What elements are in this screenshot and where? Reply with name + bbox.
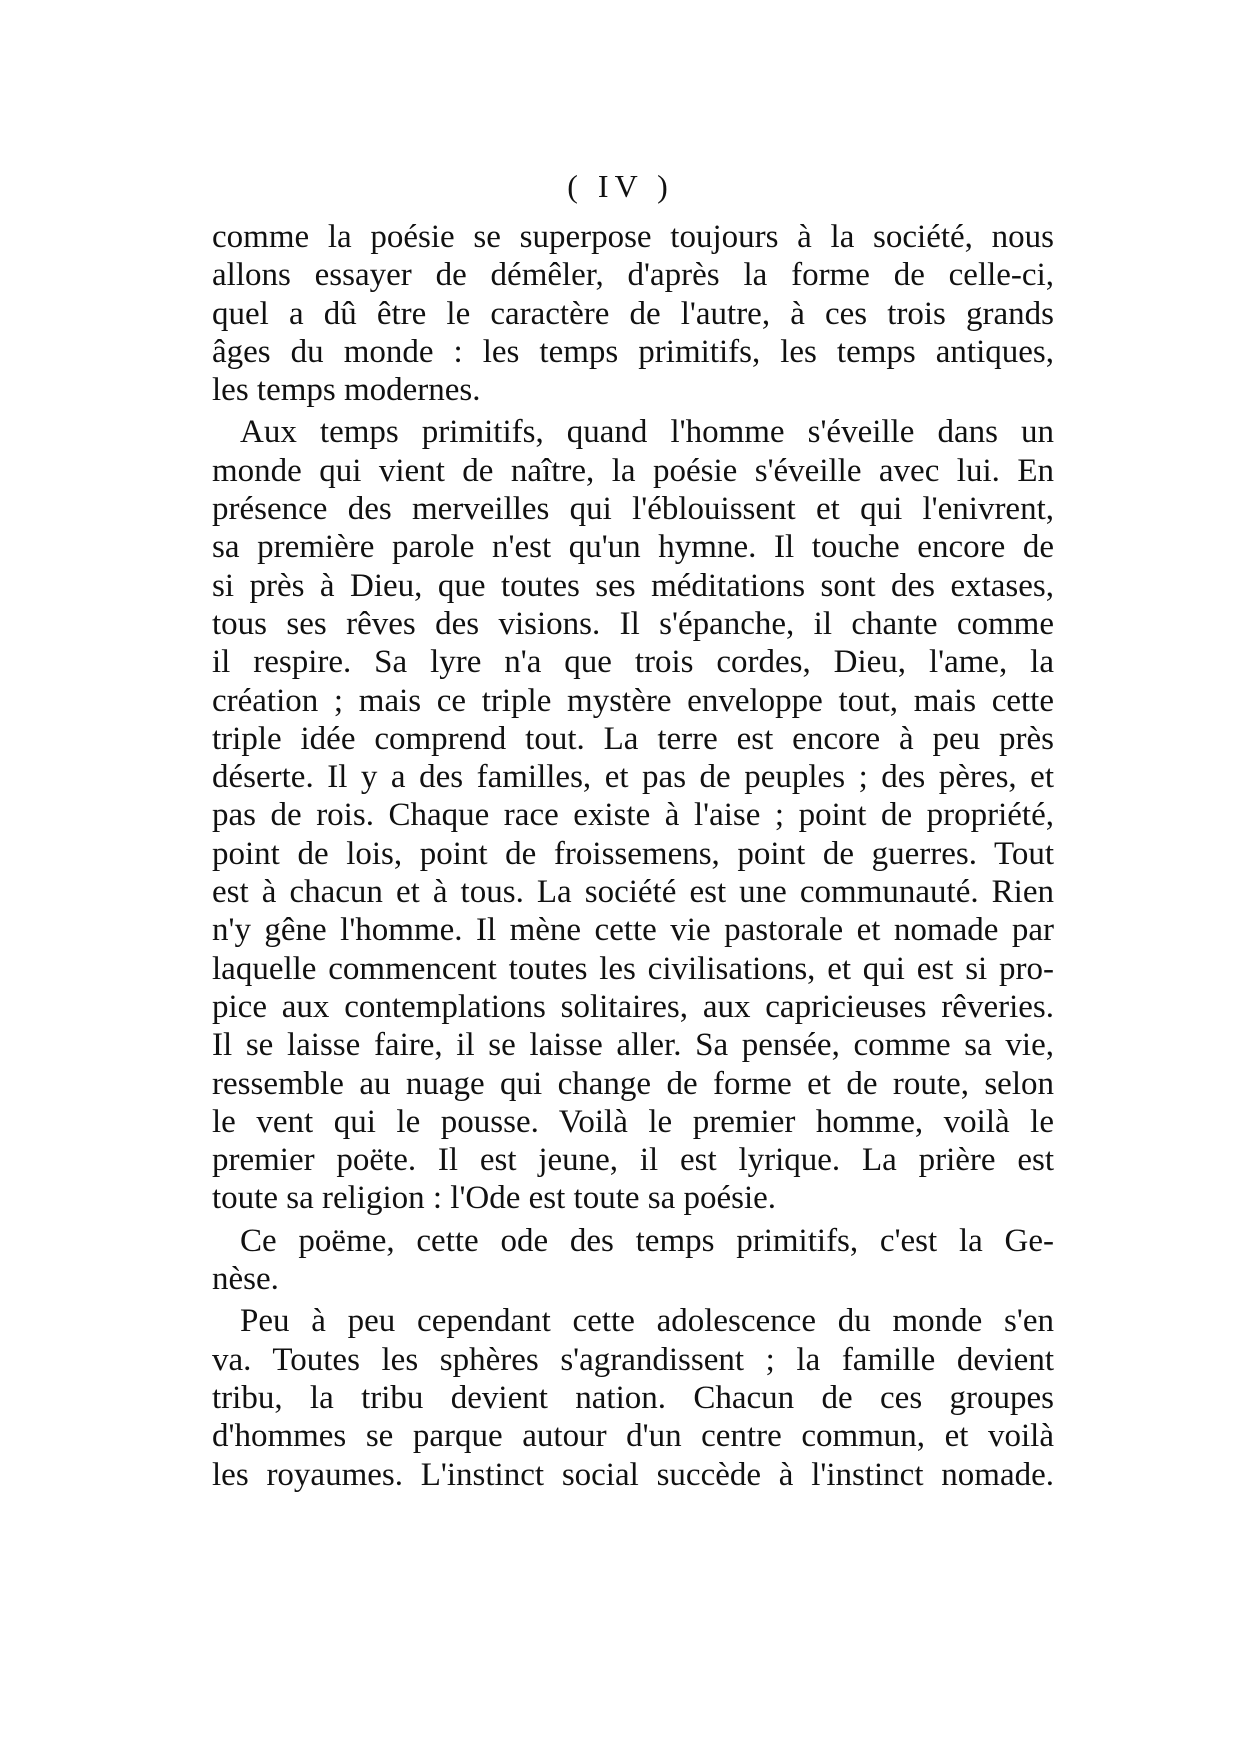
text-line: triple idée comprend tout. La terre est encore à peu près [212,720,1054,757]
text-line: d'hommes se parque autour d'un centre commun, et voilà [212,1418,1054,1455]
text-line: les temps modernes. [212,372,481,409]
text-line: création ; mais ce triple mystère enveloppe tout, mais cette [212,682,1054,719]
text-line: pas de rois. Chaque race existe à l'aise ; point de propriété, [212,797,1054,834]
text-line: premier poëte. Il est jeune, il est lyrique. La prière est [212,1142,1054,1179]
text-line: âges du monde : les temps primitifs, les temps antiques, [212,333,1054,370]
body-text [212,218,1054,1494]
text-line: laquelle commencent toutes les civilisations, et qui est si pro- [212,950,1054,987]
text-line: comme la poésie se superpose toujours à la société, nous [212,219,1054,255]
text-line: déserte. Il y a des familles, et pas de peuples ; des pères, et [212,759,1054,796]
page-number: ( IV ) [567,168,674,204]
paragraph-1 [212,218,1054,409]
text-line: le vent qui le pousse. Voilà le premier homme, voilà le [212,1103,1054,1140]
text-line: Ce poëme, cette ode des temps primitifs, c'est la Ge- [240,1222,1054,1259]
text-line: tribu, la tribu devient nation. Chacun de ces groupes [212,1379,1054,1416]
paragraph-4 [212,1302,1054,1493]
text-line: il respire. Sa lyre n'a que trois cordes, Dieu, l'ame, la [212,644,1054,681]
text-line: ressemble au nuage qui change de forme et de route, selon [212,1065,1054,1102]
text-line: tous ses rêves des visions. Il s'épanche, il chante comme [212,605,1054,642]
text-line: monde qui vient de naître, la poésie s'éveille avec lui. En [212,452,1054,489]
text-line: quel a dû être le caractère de l'autre, à ces trois grands [212,295,1054,332]
text-line: est à chacun et à tous. La société est une communauté. Rien [212,874,1054,911]
text-line: nèse. [212,1261,279,1298]
text-line: pice aux contemplations solitaires, aux capricieuses rêveries. [212,988,1054,1025]
text-line: allons essayer de démêler, d'après la forme de celle-ci, [212,257,1054,294]
paragraph-2 [212,413,1054,1217]
text-line: Il se laisse faire, il se laisse aller. Sa pensée, comme sa vie, [212,1027,1054,1064]
text-line: Aux temps primitifs, quand l'homme s'éveille dans un [240,414,1054,451]
text-line: présence des merveilles qui l'éblouissent et qui l'enivrent, [212,491,1054,528]
text-line: toute sa religion : l'Ode est toute sa poésie. [212,1180,777,1217]
text-line: Peu à peu cependant cette adolescence du monde s'en [240,1303,1054,1340]
text-line: n'y gêne l'homme. Il mène cette vie pastorale et nomade par [212,912,1054,949]
paragraph-3 [212,1222,1054,1299]
text-line: point de lois, point de froissemens, point de guerres. Tout [212,835,1054,872]
text-line: sa première parole n'est qu'un hymne. Il touche encore de [212,529,1054,566]
text-line: va. Toutes les sphères s'agrandissent ; la famille devient [212,1341,1054,1378]
text-line: les royaumes. L'instinct social succède à l'instinct nomade. [212,1456,1054,1493]
text-line: si près à Dieu, que toutes ses méditations sont des extases, [212,567,1054,604]
